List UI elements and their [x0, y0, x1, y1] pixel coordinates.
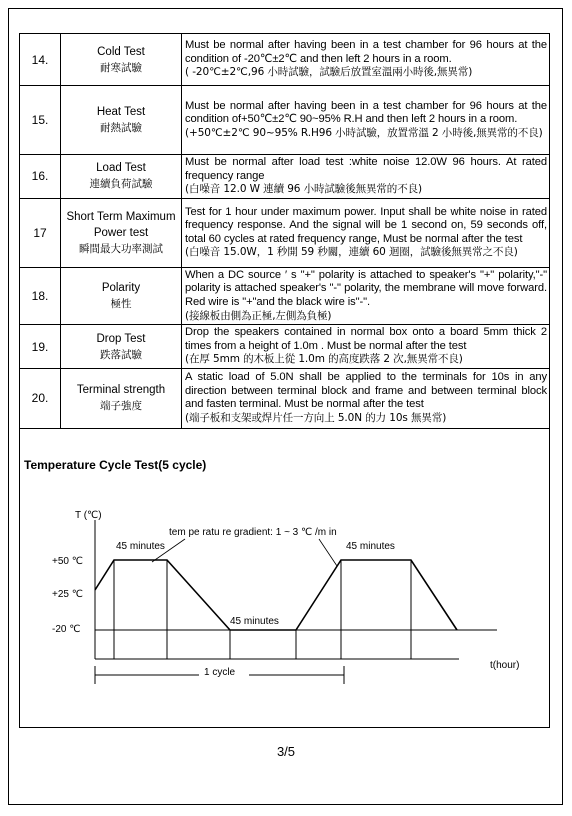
- test-item-cn: 端子強度: [100, 400, 142, 413]
- temperature-cycle-chart: [19, 490, 550, 700]
- test-description-en: Drop the speakers contained in normal box onto a board 5mm thick 2 times from a height of 1.0m . Must be normal after the test: [185, 326, 547, 352]
- row-number: 15.: [20, 86, 61, 155]
- annot-gradient: tem pe ratu re gradient: 1 ~ 3 ℃ /m in: [169, 527, 337, 538]
- y-axis-label: T (℃): [75, 510, 102, 521]
- row-number: 16.: [20, 155, 61, 199]
- test-description-cn: (接線板由側為正極,左側為負極): [185, 309, 332, 322]
- test-description: [182, 155, 550, 199]
- test-description-cn: (在厚 5mm 的木板上從 1.0m 的高度跌落 2 次,無異常不良): [185, 353, 463, 366]
- row-number: 20.: [20, 368, 61, 428]
- test-description-cn: (白噪音 15.0W，1 秒開 59 秒關，連續 60 迴圈，試驗後無異常之不良): [185, 246, 518, 259]
- table-row: [20, 34, 550, 86]
- row-number: 17: [20, 198, 61, 267]
- test-description-en: Must be normal after having been in a test chamber for 96 hours at the condition of -20℃±2℃ and then left 2 hours in a room.: [185, 39, 547, 65]
- test-item: [61, 325, 182, 369]
- test-description-en: Must be normal after load test :white noise 12.0W 96 hours. At rated frequency range: [185, 156, 547, 182]
- test-item-cn: 瞬間最大功率測試: [79, 242, 163, 255]
- test-item-en: Terminal strength: [76, 384, 166, 397]
- test-item-en: Short Term Maximum Power test: [66, 210, 176, 239]
- test-item-cn: 耐熱試驗: [100, 122, 142, 134]
- test-description-en: When a DC source ′ s "+" polarity is attached to speaker's "+" polarity,"-" polarity is attached speaker's "-" polarity, the membrane will move forward. Red wire is "+"and the black wire is"-".: [185, 268, 547, 308]
- gradient-pointer-right: [319, 539, 337, 566]
- test-description-cn: (白噪音 12.0 W 連續 96 小時試驗後無異常的不良): [185, 183, 423, 196]
- test-description: [182, 86, 550, 155]
- test-item: [61, 34, 182, 86]
- annot-hold-right: 45 minutes: [346, 541, 395, 552]
- test-description-en: Test for 1 hour under maximum power. Input shall be white noise in rated frequency response. And the signal will be 1 second on, 59 seconds off, total 60 cycles at rated frequency range, Must be normal after the test: [185, 205, 547, 245]
- test-item-cn: 極性: [110, 297, 132, 310]
- section-title: Temperature Cycle Test(5 cycle): [24, 458, 207, 472]
- cycle-label: 1 cycle: [204, 667, 236, 678]
- test-item-en: Polarity: [101, 281, 141, 294]
- test-item-en: Drop Test: [96, 332, 146, 345]
- table-row: [20, 155, 550, 199]
- table-row: [20, 267, 550, 324]
- test-description: [182, 198, 550, 267]
- y-tick-25: +25 ℃: [52, 589, 83, 600]
- test-item-cn: 跌落試驗: [100, 348, 142, 361]
- annot-hold-bottom: 45 minutes: [230, 616, 279, 627]
- table-row: [20, 325, 550, 369]
- test-item-cn: 連續負荷試驗: [89, 178, 153, 191]
- test-item: [61, 155, 182, 199]
- test-item: [61, 267, 182, 324]
- test-description: [182, 325, 550, 369]
- y-tick-minus20: -20 ℃: [52, 624, 81, 635]
- x-axis-label: t(hour): [490, 660, 520, 671]
- table-row: [20, 368, 550, 428]
- table-row: [20, 86, 550, 155]
- test-description-cn: (+50℃±2℃ 90~95% R.H96 小時試驗，放置常溫 2 小時後,無異常的不良): [185, 126, 543, 139]
- y-tick-50: +50 ℃: [52, 556, 83, 567]
- annot-hold-left: 45 minutes: [116, 541, 165, 552]
- row-number: 14.: [20, 34, 61, 86]
- row-number: 19.: [20, 325, 61, 369]
- row-number: 18.: [20, 267, 61, 324]
- test-item-en: Cold Test: [97, 45, 145, 58]
- test-item: [61, 198, 182, 267]
- test-description-cn: (端子板和支架或焊片任一方向上 5.0N 的力 10s 無異常): [185, 412, 447, 425]
- test-description-en: A static load of 5.0N shall be applied to the terminals for 10s in any direction between terminal block and frame and between terminal block and fasten terminal. Must be normal after the test: [185, 371, 547, 411]
- test-description-cn: ( -20℃±2℃,96 小時試驗，試驗后放置室溫兩小時後,無異常): [185, 66, 473, 79]
- phase-dividers: [114, 560, 411, 659]
- test-description: [182, 368, 550, 428]
- table-row: [20, 198, 550, 267]
- test-item: [61, 368, 182, 428]
- test-spec-table: [19, 33, 550, 429]
- test-item-en: Load Test: [96, 162, 146, 175]
- test-item-en: Heat Test: [96, 106, 146, 118]
- test-item-cn: 耐寒試驗: [100, 61, 142, 74]
- test-item: [61, 86, 182, 155]
- test-description-en: Must be normal after having been in a test chamber for 96 hours at the condition of+50℃±2℃ 90~95% R.H and then left 2 hours in a room.: [185, 99, 547, 126]
- test-description: [182, 267, 550, 324]
- page-number: 3/5: [276, 744, 296, 759]
- test-description: [182, 34, 550, 86]
